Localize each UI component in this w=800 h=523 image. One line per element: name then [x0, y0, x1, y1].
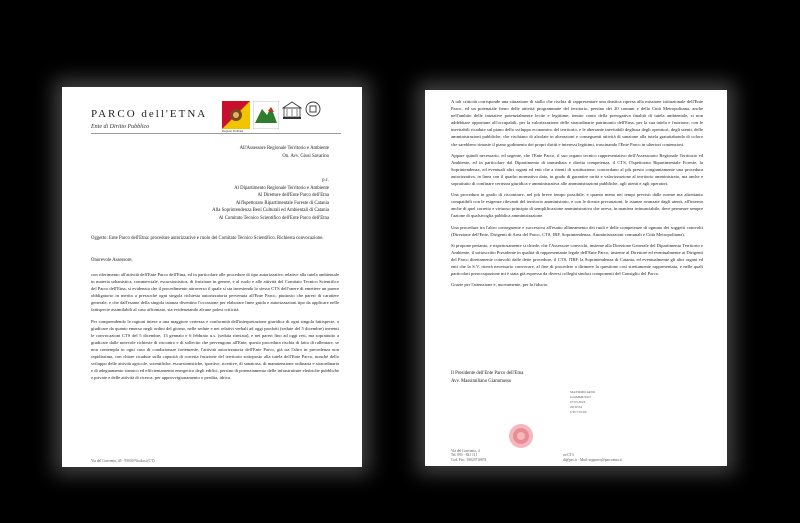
footer-line: Tel. 095 - 821 111 [451, 453, 478, 457]
body-paragraph: Per comprendendo le ragioni intese a una maggiore certezza e conformità dell'interpretazione giuridica di ogni singola fattispecie, a giudicare da quanto emerso negli ordini del giorno, nelle sedute e nei relativi verbali ad oggi prodotti (sedute del 5 dicembre) inerenti le convocazioni CTS del 5 dicembre, 13 gennaio e 6 febbraio u.s. (seduta rinviata), e nei pareri fino ad oggi resi, ma soprattutto a giudicare dalle notevole richieste di riscontro e di sollecito che pervengono all'Ente, questo procedura rischia di fatto di rallentare, se non contempla in ogni caso di condizionare fortemente, l'attività autorizzatoria dell'Ente Parco, già tra l'altro in precedenza non rapidissima, con chiare ricadute sulla capacità di corretta fruizione del territorio sottoposto alla tutela dell'Ente Parco, nonché dello sviluppo delle attività agricole, scientifiche, escursionistiche, sportive, ricettive, di sanatoria, di manutenzione ordinaria e straordinaria e di adeguamento sismico ed efficientamento energetico degli edifici, persino di potenziamento delle infrastrutture elettriche pubbliche e private e delle attività di ricerca, per approvvigionamento o perdita, idrica. [91, 318, 339, 381]
footer-line: di@pec.it · Mail: urpparco@parcoetna.it [563, 457, 622, 462]
letter-body [91, 271, 339, 381]
stamp-line: 07.03.2024 [570, 400, 586, 404]
brand-subtitle: Ente di Diritto Pubblico [91, 124, 150, 130]
parco-etna-logo [253, 101, 279, 129]
body-paragraph: con riferimento all'attività dell'Ente Parco dell'Etna, ed in particolare alle procedure di tipo autorizzativo relative alla tutela ambientale in materia urbanistica, commerciale, escursionistica, di fruizione in genere, e al ruolo e alle attività del Comitato Tecnico Scientifico del Parco dell'Etna, si evidenzia che il procedimento attraverso il quale si sta investendo lo stesso CTS dell'onere di emettere un parere obbligatorio in merito a pressoché ogni singola richiesta autorizzatoria pervenuta all'Ente Parco, piuttosto che pareri di carattere generale, e che dall'esame della singola istanza diventino l'occasione per elaborare linee guida e autorizzazioni tipo da applicare nelle fattispecie assimilabili al caso affrontato, sta evidenziando alcune palesi criticità. [91, 272, 339, 313]
seal-stamp-icon [506, 422, 536, 450]
letter-subject: Oggetto: Ente Parco dell'Etna: procedure autorizzative e ruolo del Comitato Tecnico Scientifico. Richiesta convocazione. [91, 236, 324, 241]
recipients-cc [212, 177, 329, 222]
pc-label: p.c. [322, 178, 329, 183]
recipients-primary [240, 145, 329, 160]
stamp-line: UTC+01:00 [570, 410, 587, 414]
body-paragraph: Grazie per l'attenzione e, nuovamente, per la fiducia. [451, 282, 548, 288]
footer-line: Cod. Fisc. 93023710874 [451, 457, 487, 462]
stamp-line: 09:30:34 [570, 405, 583, 409]
recipient-line: Alla Soprintendenza Beni Culturali ed Ambientali di Catania [212, 208, 329, 213]
stamp-line: GIAMMUSSO [570, 395, 591, 399]
recipient-line: All'Ispettorato Ripartimentale Foreste di Catania [235, 200, 329, 206]
letter-salutation: Onorevole Assessore, [91, 258, 133, 263]
brand-title: PARCO dell'ETNA [91, 108, 208, 120]
regione-siciliana-logo [222, 101, 250, 129]
body-paragraph: A tali criticità corrisponde una situazione di stallo che rischia di rappresentare una drastica ripresa alla missione istituzionale dell'Ente Parco, ed un potenziale freno delle attività programmate del territorio, persino dei 20 comuni e della Città Metropolitana, anche nell'ambito delle iniziative potenzialmente lecite e legittime; tenuto conto della prerogativa finalità di tutela ambientale, si non addebitare opportune all'occupabili, per la valorizzazione delle straordinarie patrimonio dell'Etna, per la sua tutela e fruizione, con le inevitabili ricadute sul piano dello sviluppo economico del territorio, e le aberrante inevitabili degliusa degli operatori, degli utenti, delle amministrazioni pubbliche, che rischiano di alzolate in alterazioni e conseguenti attività di sanzione alla tutela gratuitabonda di coloro che sarebbero rimaste il piano godimento dei propri diritti e interessi legittimi, trascinando l'Ente Parco in ulteriori contenziosi. [451, 99, 703, 147]
footer-line: Via del Convento, 4 [451, 448, 480, 453]
letter-footer: Via del Convento, 45 - 95030 Nicolosi (CT) [91, 459, 155, 463]
letter-page-2 [425, 90, 727, 466]
signature-line: Il Presidente dell'Ente Parco dell'Etna [451, 371, 524, 376]
signature-block [451, 370, 523, 385]
logo-caption: Regione Siciliana [222, 129, 244, 133]
letter-page-1 [62, 87, 362, 467]
body-paragraph: Appare quindi necessario, ed urgente, che l'Ente Parco, il suo organo tecnico rappresentativo dell'Assessorato Regionale Territorio ed Ambiente, ed in particolare dal Dipartimento di immediata e diretta competenza, il CTS, l'Ispettorato Ripartimentale Foreste, la Soprintendenza, ed eventuali altri organi ed enti che a ritenti di sostituzione, concordano al più presto congiuntamente una procedura autorizzativa, in linea con il quadro normativo dato, in grado di garantire rarità e valorizzazione al territorio amministrato, ma anche e soprattutto di confinare certezza giuridica e amministrativa alle amministrazioni pubbliche, agli utenti e agli operatori. [451, 152, 703, 187]
recipient-line: All'Assessore Regionale Territorio e Ambiente [239, 146, 329, 151]
digital-signature-stamp [570, 390, 595, 415]
unesco-logo [282, 101, 302, 123]
body-paragraph: Una procedura tra l'altro conseguente e successiva all'esatto allineamento dei ruoli e delle competenze di ognuno dei soggetti coinvolti (Direzione dell'Ente, Dirigenti di Area del Parco, CTS, IRF, Soprintendenza, Amministrazioni comunali e Città Metropolitana). [451, 224, 703, 237]
recipient-line: Al Dipartimento Regionale Territorio e Ambiente [234, 185, 329, 191]
body-paragraph: Una procedura in grado di riscontrare, nel più breve tempo possibile, e quanto meno nei tempi previsti dalle norme ma altrettanto compatibili con le esigenze rilevanti del territorio amministrato, e con le dovute precauzioni, le istanze avanzate dagli utenti, all'interno anche di quel corretto e virtuoso principio di semplificazione amministrativa che aveva, in maniera irrinunciabile, deve permeare sempre l'azione di qualsivoglia pubblica amministrazione. [451, 192, 703, 219]
signature-line: Avv. Massimiliano Giammusso [451, 378, 512, 384]
header-rule [91, 133, 341, 134]
recipient-line: Al Comitato Tecnico Scientifico dell'Ente Parco dell'Etna [218, 215, 329, 221]
stamp-line: MASSIMILIANO [570, 390, 596, 394]
footer-line: ov.CT/t [563, 453, 574, 457]
recipient-line: Al Direttore dell'Ente Parco dell'Etna [257, 193, 329, 198]
letter-body [451, 98, 703, 288]
letter-footer-left [451, 449, 486, 463]
logo-strip [222, 101, 321, 129]
body-paragraph: Si propone pertanto, e rispettosamente si chiede, che l'Assessore convochi, insieme alla Direzione Generale del Dipartimento Territorio e Ambiente, il sottoscritto Presidente in qualità di rappresentante legale dell'Ente Parco, insieme al Direttore ed eventualmente ai Dirigenti del Parco direttamente coinvolti dalle dette procedure, il CTS, l'IRF, la Soprintendenza di Catania, ed eventualmente gli altri organi ed enti che la S.V. riterrà necessario convocare, al fine di procedere a dirimere la questione così strettamente rappresentata, e nelle quali particolari preoccupazione mi è stata già espressa da diversi colleghi sindaci componenti del Consiglio del Parco. [451, 242, 703, 277]
world-heritage-logo [305, 101, 321, 117]
recipient-line: On. Avv. Giusi Savarino [282, 153, 329, 159]
letter-footer-right [563, 453, 622, 462]
